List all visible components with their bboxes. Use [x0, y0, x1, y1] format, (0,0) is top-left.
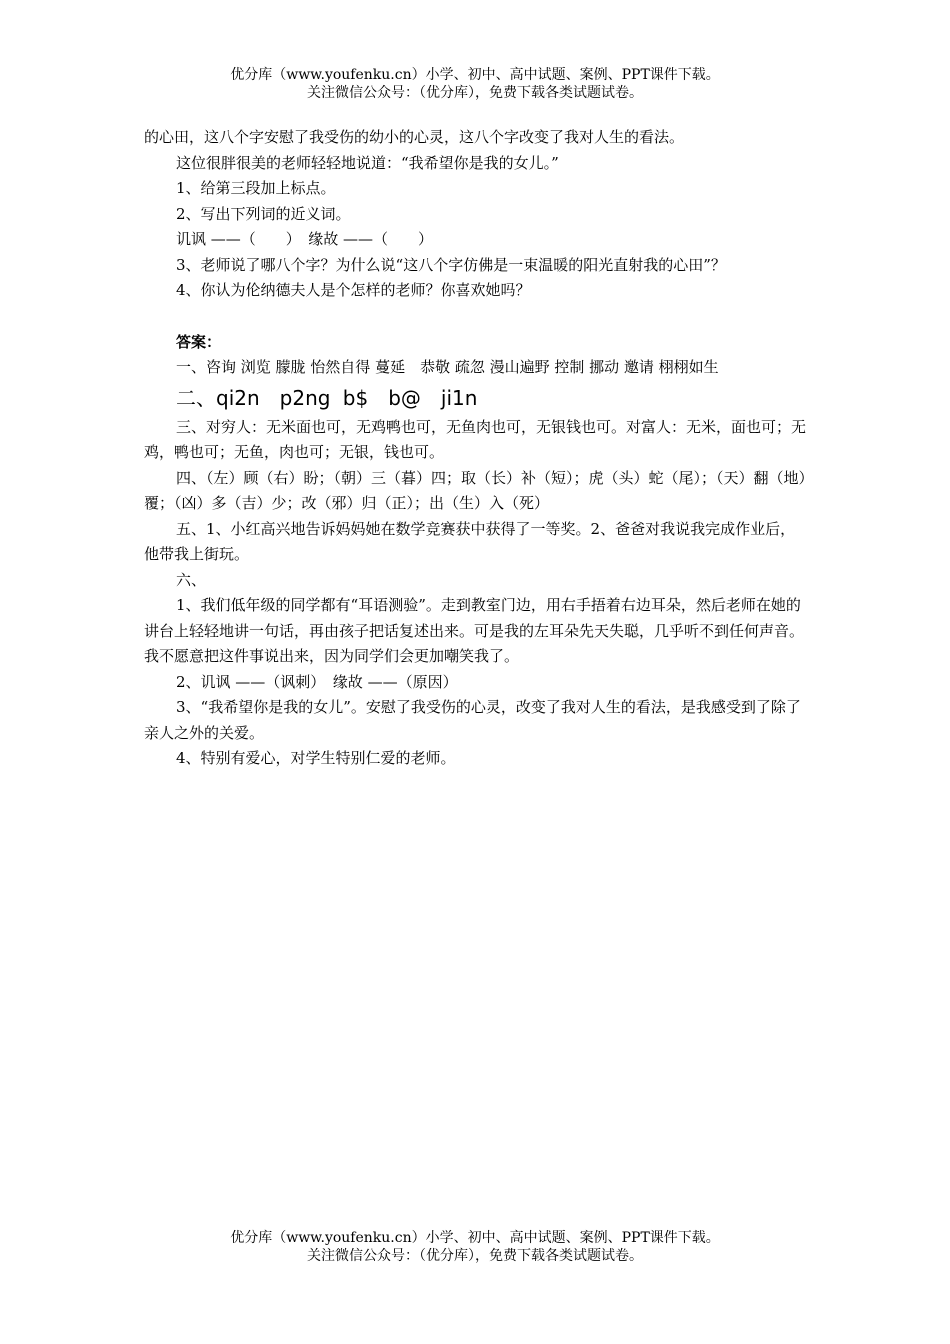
answer-3: 三、对穷人：无米面也可，无鸡鸭也可，无鱼肉也可，无银钱也可。对富人：无米，面也可；无鸡，鸭也可；无鱼，肉也可；无银，钱也可。 [144, 417, 807, 461]
answer-6-3: 3、“我希望你是我的女儿”。安慰了我受伤的心灵，改变了我对人生的看法，是我感受到了除了亲人之外的关爱。 [144, 698, 801, 742]
page-footer [0, 1229, 950, 1265]
answer-2-pinyin: 二、qi2n p2ng b$ b@ ji1n [176, 385, 478, 410]
answer-1: 一、咨询 浏览 朦胧 怡然自得 蔓延 恭敬 疏忽 漫山遍野 控制 挪动 邀请 栩栩如生 [176, 358, 719, 376]
page-header [0, 66, 950, 102]
answer-6-4: 4、特别有爱心，对学生特别仁爱的老师。 [176, 749, 456, 767]
footer-line-1: 优分库（www.youfenku.cn）小学、初中、高中试题、案例、PPT课件下载。 [230, 1230, 720, 1246]
passage-teacher-line: 这位很胖很美的老师轻轻地说道：“我希望你是我的女儿。” [176, 153, 559, 172]
answer-6-2: 2、讥讽 ——（讽刺） 缘故 ——（原因） [176, 672, 458, 691]
answer-4: 四、（左）顾（右）盼；（朝）三（暮）四；取（长）补（短）；虎（头）蛇（尾）；（天）翻（地）覆；（凶）多（吉）少；改（邪）归（正）；出（生）入（死） [144, 468, 807, 512]
header-line-2: 关注微信公众号：（优分库），免费下载各类试题试卷。 [307, 85, 643, 101]
question-4: 4、你认为伦纳德夫人是个怎样的老师？你喜欢她吗？ [176, 281, 531, 299]
answer-6-1: 1、我们低年级的同学都有“耳语测验”。走到教室门边，用右手捂着右边耳朵，然后老师在她的讲台上轻轻地讲一句话，再由孩子把话复述出来。可是我的左耳朵先天失聪，几乎听不到任何声音。我不愿意把这件事说出来，因为同学们会更加嘲笑我了。 [144, 596, 805, 665]
question-3: 3、老师说了哪八个字？为什么说“这八个字仿佛是一束温暖的阳光直射我的心田”？ [176, 255, 726, 274]
footer-line-2: 关注微信公众号：（优分库），免费下载各类试题试卷。 [307, 1248, 643, 1264]
section-gap [144, 304, 810, 330]
passage-continued-line: 的心田，这八个字安慰了我受伤的幼小的心灵，这八个字改变了我对人生的看法。 [144, 128, 685, 146]
answer-5: 五、1、小红高兴地告诉妈妈她在数学竞赛获中获得了一等奖。2、爸爸对我说我完成作业后，他带我上街玩。 [144, 519, 796, 563]
answer-6-title: 六、 [176, 570, 207, 589]
header-line-1: 优分库（www.youfenku.cn）小学、初中、高中试题、案例、PPT课件下载。 [230, 67, 720, 83]
document-body [144, 125, 810, 772]
answers-title: 答案： [176, 332, 222, 351]
question-1: 1、给第三段加上标点。 [176, 179, 336, 197]
question-2-words: 讥讽 ——（ ） 缘故 ——（ ） [176, 230, 434, 248]
question-2: 2、写出下列词的近义词。 [176, 204, 351, 223]
